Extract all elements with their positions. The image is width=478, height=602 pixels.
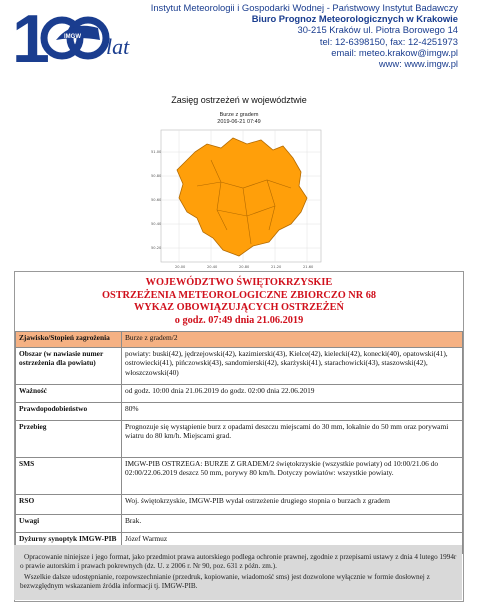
table-row <box>16 515 463 533</box>
copyright-paragraph-1: Opracowanie niniejsze i jego format, jako przedmiot prawa autorskiego podlega ochronie prawnej, zgodnie z przepisami ustawy z dnia 4 lutego 1994r o prawie autorskim i prawach pokrewnych (dz. U. z 2006 r. Nr 90, poz. 631 z późn. zm.). <box>20 553 457 571</box>
logo-badge: IMGW <box>64 34 81 40</box>
institute-name: Instytut Meteorologii i Gospodarki Wodnej - Państwowy Instytut Badawczy <box>150 2 458 13</box>
phone-fax: tel: 12-6398150, fax: 12-4251973 <box>319 35 458 47</box>
map-caption-date: 2019-06-21 07:49 <box>217 119 261 125</box>
map-caption-phenomenon: Burze z gradem <box>219 112 259 118</box>
logo-number: 1 <box>12 6 50 68</box>
warning-table <box>15 331 463 554</box>
row-label: Ważność <box>16 385 122 403</box>
map-x-tick: 21.20 <box>271 265 282 269</box>
map-x-tick: 20.40 <box>207 265 218 269</box>
issue-time: o godz. 07:49 dnia 21.06.2019 <box>174 314 304 326</box>
map-x-tick: 21.60 <box>303 265 314 269</box>
copyright-paragraph-2: Wszelkie dalsze udostępnianie, rozpowszechnianie (przedruk, kopiowanie, wiadomość sms) jest dozwolone wyłącznie w formie dosłownej z bezwzględnym wskazaniem źródła informacji tj. IMGW-PIB. <box>20 572 430 591</box>
row-label: Zjawisko/Stopień zagrożenia <box>16 332 122 348</box>
document-header <box>15 272 463 331</box>
row-value: Józef Warmuz <box>122 533 463 554</box>
row-label: Prawdopodobieństwo <box>16 403 122 421</box>
map-y-tick: 50.80 <box>151 174 162 178</box>
address: 30-215 Kraków ul. Piotra Borowego 14 <box>297 24 458 36</box>
map-plot <box>151 126 327 272</box>
email[interactable]: email: meteo.krakow@imgw.pl <box>331 46 458 58</box>
map-x-tick: 20.00 <box>175 265 186 269</box>
row-value: 80% <box>122 403 463 421</box>
row-value: IMGW-PIB OSTRZEGA: BURZE Z GRADEM/2 świętokrzyskie (wszystkie powiaty) od 10:00/21.06 do 02:00/22.06.2019 deszcz 50 mm, porywy 80 km/h. Dotyczy powiatów: wszystkie powiaty. <box>122 458 463 495</box>
row-value: Burze z gradem/2 <box>122 332 463 348</box>
list-title: WYKAZ OBOWIĄZUJĄCYCH OSTRZEŻEŃ <box>134 302 344 314</box>
row-value: Brak. <box>122 515 463 533</box>
letterhead <box>0 0 478 82</box>
table-row <box>16 421 463 458</box>
institute-info <box>151 2 458 69</box>
map-y-tick: 50.20 <box>151 246 162 250</box>
map-y-tick: 50.60 <box>151 198 162 202</box>
row-value: od godz. 10:00 dnia 21.06.2019 do godz. 02:00 dnia 22.06.2019 <box>122 385 463 403</box>
row-label: SMS <box>16 458 122 495</box>
row-label: RSO <box>16 495 122 515</box>
logo-subtitle: lat <box>106 34 130 59</box>
row-label: Dyżurny synoptyk IMGW-PIB <box>16 533 122 554</box>
region-title: WOJEWÓDZTWO ŚWIĘTOKRZYSKIE <box>145 277 333 288</box>
map-x-tick: 20.80 <box>239 265 250 269</box>
row-value: Woj. świętokrzyskie, IMGW-PIB wydał ostrzeżenie drugiego stopnia o burzach z gradem <box>122 495 463 515</box>
warning-map <box>151 112 327 272</box>
website[interactable]: www: www.imgw.pl <box>378 58 458 70</box>
table-row <box>16 332 463 348</box>
table-row <box>16 403 463 421</box>
table-row <box>16 495 463 515</box>
row-value: Prognozuje się wystąpienie burz z opadami deszczu miejscami do 30 mm, lokalnie do 50 mm oraz porywami wiatru do 80 km/h. Miejscami grad. <box>122 421 463 458</box>
table-row <box>16 385 463 403</box>
map-y-tick: 51.00 <box>151 150 162 154</box>
imgw-100-years-logo <box>6 6 146 68</box>
bulletin-title: OSTRZEŻENIA METEOROLOGICZNE ZBIORCZO NR 68 <box>101 289 377 301</box>
row-label: Przebieg <box>16 421 122 458</box>
map-title: Zasięg ostrzeżeń w województwie <box>171 95 307 105</box>
row-label: Uwagi <box>16 515 122 533</box>
copyright-note <box>14 545 462 600</box>
office-name: Biuro Prognoz Meteorologicznych w Krakowie <box>251 13 458 25</box>
map-y-tick: 50.40 <box>151 222 162 226</box>
row-label: Obszar (w nawiasie numer ostrzeżenia dla powiatu) <box>16 348 122 385</box>
table-row <box>16 458 463 495</box>
table-row <box>16 348 463 385</box>
row-value: powiaty: buski(42), jędrzejowski(42), kazimierski(43), Kielce(42), kielecki(42), konecki(40), opatowski(41), ostrowiecki(41), pińczowski(43), sandomierski(42), skarżyski(41), starachowicki(43), staszowski(42), włoszczowski(40) <box>122 348 463 385</box>
